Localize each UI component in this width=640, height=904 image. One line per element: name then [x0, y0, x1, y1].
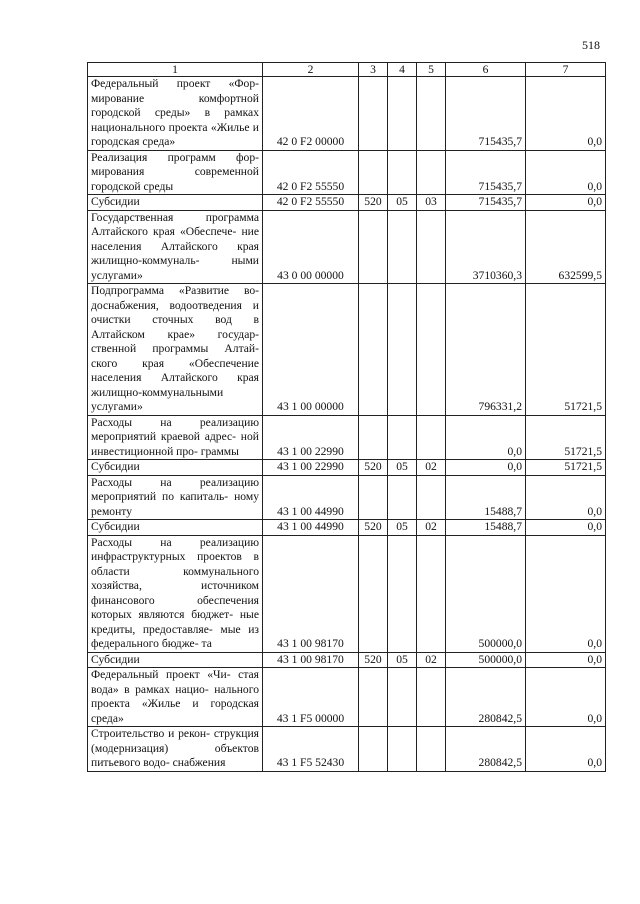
row-description	[88, 475, 263, 520]
header-col-5: 5	[417, 63, 446, 77]
row-code: 43 1 00 22990	[263, 415, 359, 460]
description-line: Федеральный проект «Чи-	[91, 668, 231, 681]
row-amount-col7: 0,0	[526, 150, 606, 195]
header-col-6: 6	[446, 63, 526, 77]
row-ministry	[359, 727, 388, 772]
row-section	[388, 668, 417, 727]
description-line: нального проекта «Жилье и	[91, 682, 259, 710]
description-line: мероприятий по капиталь-	[91, 490, 229, 503]
row-description	[88, 77, 263, 151]
row-amount-col7: 51721,5	[526, 415, 606, 460]
description-line: Расходы на реализацию	[91, 415, 259, 429]
row-code: 43 1 F5 52430	[263, 727, 359, 772]
row-amount-col7: 0,0	[526, 668, 606, 727]
row-code: 43 0 00 00000	[263, 210, 359, 284]
row-subsection	[417, 475, 446, 520]
description-line: Государственная программа	[91, 210, 259, 224]
row-code: 42 0 F2 00000	[263, 77, 359, 151]
row-amount-col7: 0,0	[526, 520, 606, 536]
header-col-1: 1	[88, 63, 263, 77]
description-line: объектов питьевого водо-	[91, 741, 259, 769]
row-subsection: 02	[417, 652, 446, 668]
row-description	[88, 520, 263, 536]
row-subsection	[417, 210, 446, 284]
row-code: 43 1 00 00000	[263, 284, 359, 416]
row-amount-col7: 0,0	[526, 535, 606, 652]
row-description	[88, 210, 263, 284]
row-ministry: 520	[359, 195, 388, 211]
row-subsection	[417, 727, 446, 772]
row-section	[388, 475, 417, 520]
row-amount-col7: 632599,5	[526, 210, 606, 284]
description-line: Федеральный проект «Фор-	[91, 77, 259, 90]
description-line: финансового обеспечения	[91, 593, 259, 607]
row-code: 43 1 00 44990	[263, 475, 359, 520]
description-line: стая вода» в рамках нацио-	[91, 668, 260, 696]
row-amount-col6: 500000,0	[446, 535, 526, 652]
table-header-row	[88, 63, 606, 77]
row-description	[88, 652, 263, 668]
description-line: Строительство и рекон-	[91, 727, 210, 740]
header-col-4: 4	[388, 63, 417, 77]
row-amount-col6: 280842,5	[446, 668, 526, 727]
description-line: Субсидии	[91, 520, 140, 533]
description-line: края жилищно-коммуналь-	[91, 239, 259, 267]
description-line: граммы	[200, 444, 239, 458]
header-col-3: 3	[359, 63, 388, 77]
description-line: Расходы на реализацию	[91, 535, 259, 549]
description-line: Субсидии	[91, 195, 140, 208]
description-line: доснабжения, водоотведения	[91, 298, 242, 312]
description-line: «Жилье и городская среда»	[91, 120, 260, 148]
table-row	[88, 535, 606, 652]
description-line: услугами»	[91, 400, 143, 413]
description-line: снабжения	[172, 756, 226, 769]
row-amount-col7: 0,0	[526, 195, 606, 211]
row-ministry: 520	[359, 520, 388, 536]
row-code: 42 0 F2 55550	[263, 150, 359, 195]
row-description	[88, 150, 263, 195]
row-amount-col6: 715435,7	[446, 150, 526, 195]
description-line: Субсидии	[91, 652, 140, 666]
description-line: ному ремонту	[91, 490, 260, 518]
row-section: 05	[388, 195, 417, 211]
row-code: 43 1 00 98170	[263, 652, 359, 668]
description-line: мирование комфортной	[91, 91, 259, 105]
description-line: мирования современной	[91, 165, 259, 178]
description-line: жилищно-коммунальными	[91, 385, 224, 399]
row-description	[88, 535, 263, 652]
table-row	[88, 727, 606, 772]
description-line: Расходы на реализацию	[91, 475, 259, 489]
row-code: 43 1 00 22990	[263, 460, 359, 476]
description-line: и очистки сточных вод в	[91, 298, 259, 326]
description-line: Субсидии	[91, 460, 140, 473]
table-row	[88, 210, 606, 284]
table-row	[88, 284, 606, 416]
row-subsection: 03	[417, 195, 446, 211]
table-row	[88, 415, 606, 460]
description-line: в области коммунального	[91, 550, 259, 578]
row-section	[388, 535, 417, 652]
description-line: ского края «Обеспечение	[91, 356, 259, 370]
table-row	[88, 460, 606, 476]
row-section	[388, 210, 417, 284]
table-row	[88, 150, 606, 195]
row-description	[88, 460, 263, 476]
row-description	[88, 284, 263, 416]
table-row	[88, 77, 606, 151]
row-section	[388, 727, 417, 772]
row-amount-col7: 0,0	[526, 475, 606, 520]
description-line: Подпрограмма «Развитие во-	[91, 284, 259, 297]
description-line: населения Алтайского края	[91, 371, 259, 384]
description-line: ными услугами»	[91, 254, 259, 282]
row-subsection: 02	[417, 460, 446, 476]
row-amount-col6: 796331,2	[446, 284, 526, 416]
row-subsection	[417, 150, 446, 195]
row-ministry	[359, 475, 388, 520]
row-section	[388, 284, 417, 416]
description-line: ственной программы Алтай-	[91, 342, 259, 355]
row-amount-col7: 0,0	[526, 727, 606, 772]
row-amount-col6: 0,0	[446, 460, 526, 476]
description-line: городской среды» в рамках	[91, 106, 259, 119]
budget-table	[87, 62, 606, 772]
row-ministry	[359, 210, 388, 284]
row-code: 43 1 00 98170	[263, 535, 359, 652]
row-amount-col6: 715435,7	[446, 195, 526, 211]
row-code: 43 1 00 44990	[263, 520, 359, 536]
row-section	[388, 150, 417, 195]
row-amount-col6: 715435,7	[446, 77, 526, 151]
page-number: 518	[582, 38, 600, 52]
row-subsection	[417, 284, 446, 416]
row-section	[388, 415, 417, 460]
row-amount-col6: 15488,7	[446, 475, 526, 520]
description-line: ние населения Алтайского	[91, 225, 259, 253]
row-amount-col7: 0,0	[526, 77, 606, 151]
description-line: городская среда»	[91, 697, 259, 725]
row-code: 42 0 F2 55550	[263, 195, 359, 211]
row-ministry	[359, 415, 388, 460]
row-subsection: 02	[417, 520, 446, 536]
description-line: которых являются бюджет-	[91, 608, 234, 621]
row-amount-col6: 3710360,3	[446, 210, 526, 284]
row-amount-col6: 280842,5	[446, 727, 526, 772]
header-col-7: 7	[526, 63, 606, 77]
description-line: мые из федерального бюдже-	[91, 622, 259, 650]
row-ministry: 520	[359, 652, 388, 668]
description-line: инфраструктурных проектов	[91, 550, 242, 563]
row-section: 05	[388, 652, 417, 668]
row-section: 05	[388, 520, 417, 536]
row-description	[88, 727, 263, 772]
description-line: Алтайского края «Обеспече-	[91, 225, 237, 238]
description-line: национального проекта	[91, 120, 208, 134]
row-ministry	[359, 150, 388, 195]
table-row	[88, 195, 606, 211]
table-row	[88, 668, 606, 727]
description-line: хозяйства, источником	[91, 579, 259, 592]
row-amount-col7: 51721,5	[526, 460, 606, 476]
row-subsection	[417, 77, 446, 151]
row-ministry: 520	[359, 460, 388, 476]
table-row	[88, 520, 606, 536]
row-description	[88, 668, 263, 727]
row-amount-col7: 51721,5	[526, 284, 606, 416]
description-line: Алтайском крае» государ-	[91, 327, 259, 341]
row-subsection	[417, 668, 446, 727]
row-amount-col7: 0,0	[526, 652, 606, 668]
row-amount-col6: 500000,0	[446, 652, 526, 668]
row-subsection	[417, 535, 446, 652]
table-row	[88, 475, 606, 520]
row-amount-col6: 15488,7	[446, 520, 526, 536]
description-line: ные кредиты, предоставляе-	[91, 608, 259, 636]
description-line: та	[201, 637, 212, 650]
row-description	[88, 415, 263, 460]
row-ministry	[359, 77, 388, 151]
row-section: 05	[388, 460, 417, 476]
row-ministry	[359, 668, 388, 727]
header-col-2: 2	[263, 63, 359, 77]
row-amount-col6: 0,0	[446, 415, 526, 460]
table-row	[88, 652, 606, 668]
row-ministry	[359, 535, 388, 652]
description-line: городской среды	[91, 179, 174, 193]
description-line: Реализация программ фор-	[91, 150, 259, 164]
row-ministry	[359, 284, 388, 416]
row-section	[388, 77, 417, 151]
row-subsection	[417, 415, 446, 460]
description-line: мероприятий краевой адрес-	[91, 430, 237, 443]
row-description	[88, 195, 263, 211]
description-line: струкция (модернизация)	[91, 727, 259, 755]
description-line: ной инвестиционной про-	[91, 430, 259, 458]
row-code: 43 1 F5 00000	[263, 668, 359, 727]
